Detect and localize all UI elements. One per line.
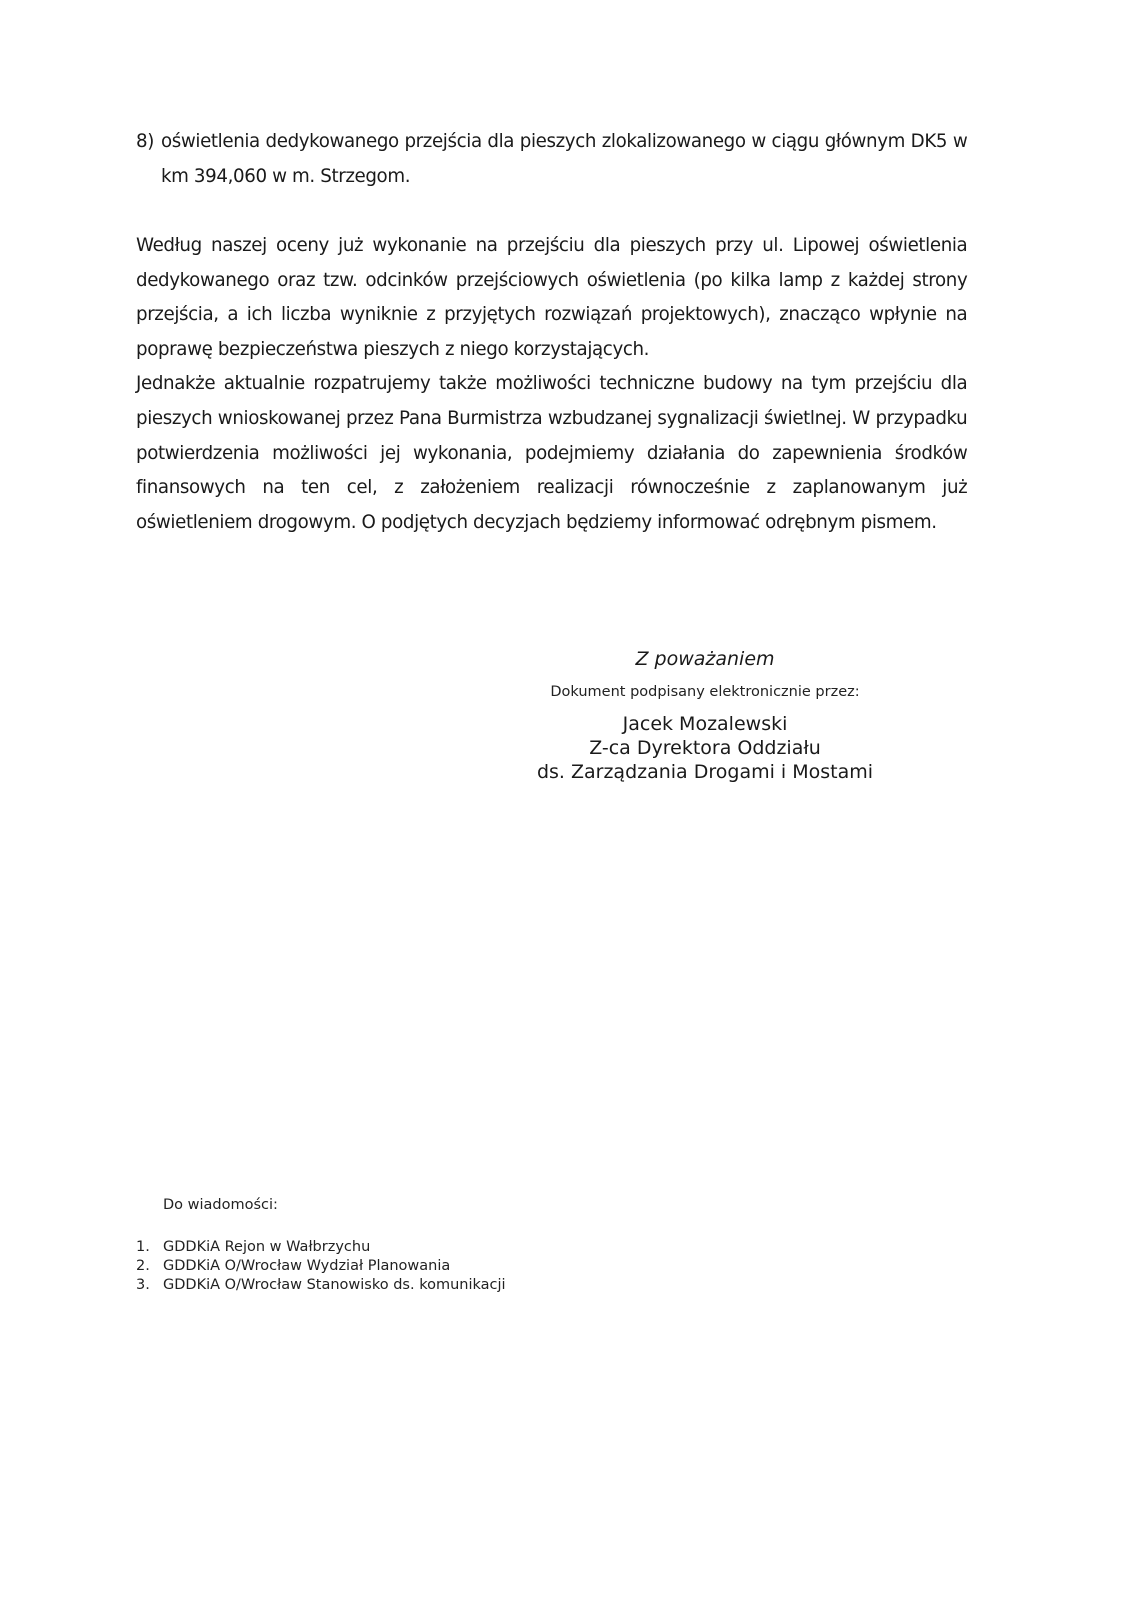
list-item-text: oświetlenia dedykowanego przejścia dla pieszych zlokalizowanego w ciągu głównym DK5 w km 394,060 w m. Strzegom. — [160, 130, 968, 187]
list-item-8 — [136, 124, 967, 193]
cc-item-text: GDDKiA O/Wrocław Wydział Planowania — [163, 1258, 451, 1274]
cc-item-number: 2. — [136, 1258, 150, 1274]
cc-list-item — [136, 1257, 506, 1276]
cc-item-text: GDDKiA O/Wrocław Stanowisko ds. komunikacji — [163, 1277, 506, 1293]
body-paragraphs — [136, 228, 967, 539]
cc-item-text: GDDKiA Rejon w Wałbrzychu — [163, 1239, 371, 1255]
cc-list-item — [136, 1276, 506, 1295]
list-item-number: 8) — [136, 130, 154, 152]
cc-list-item — [136, 1238, 506, 1257]
cc-item-number: 3. — [136, 1277, 150, 1293]
signed-by-label: Dokument podpisany elektronicznie przez: — [550, 684, 860, 700]
cc-item-number: 1. — [136, 1239, 150, 1255]
signer-title: Z-ca Dyrektora Oddziału — [589, 737, 821, 759]
paragraph-assessment: Według naszej oceny już wykonanie na przejściu dla pieszych przy ul. Lipowej oświetlenia dedykowanego oraz tzw. odcinków przejściowych oświetlenia (po kilka lamp z każdej strony przejścia, a ich liczba wyniknie z przyjętych rozwiązań projektowych), znacząco wpłynie na poprawę bezpieczeństwa pieszych z niego korzystających. — [136, 234, 968, 360]
cc-title: Do wiadomości: — [163, 1197, 278, 1213]
signer-name: Jacek Mozalewski — [622, 713, 788, 735]
signer-block — [480, 712, 930, 784]
paragraph-signalization: Jednakże aktualnie rozpatrujemy także możliwości techniczne budowy na tym przejściu dla pieszych wnioskowanej przez Pana Burmistrza wzbudzanej sygnalizacji świetlnej. W przypadku potwierdzenia możliwości jej wykonania, podejmiemy działania do zapewnienia środków finansowych na ten cel, z założeniem realizacji równocześnie z zaplanowanym już oświetleniem drogowym. O podjętych decyzjach będziemy informować odrębnym pismem. — [136, 372, 968, 533]
signer-department: ds. Zarządzania Drogami i Mostami — [536, 761, 874, 783]
closing-greeting: Z poważaniem — [635, 648, 775, 670]
cc-list — [136, 1238, 506, 1295]
